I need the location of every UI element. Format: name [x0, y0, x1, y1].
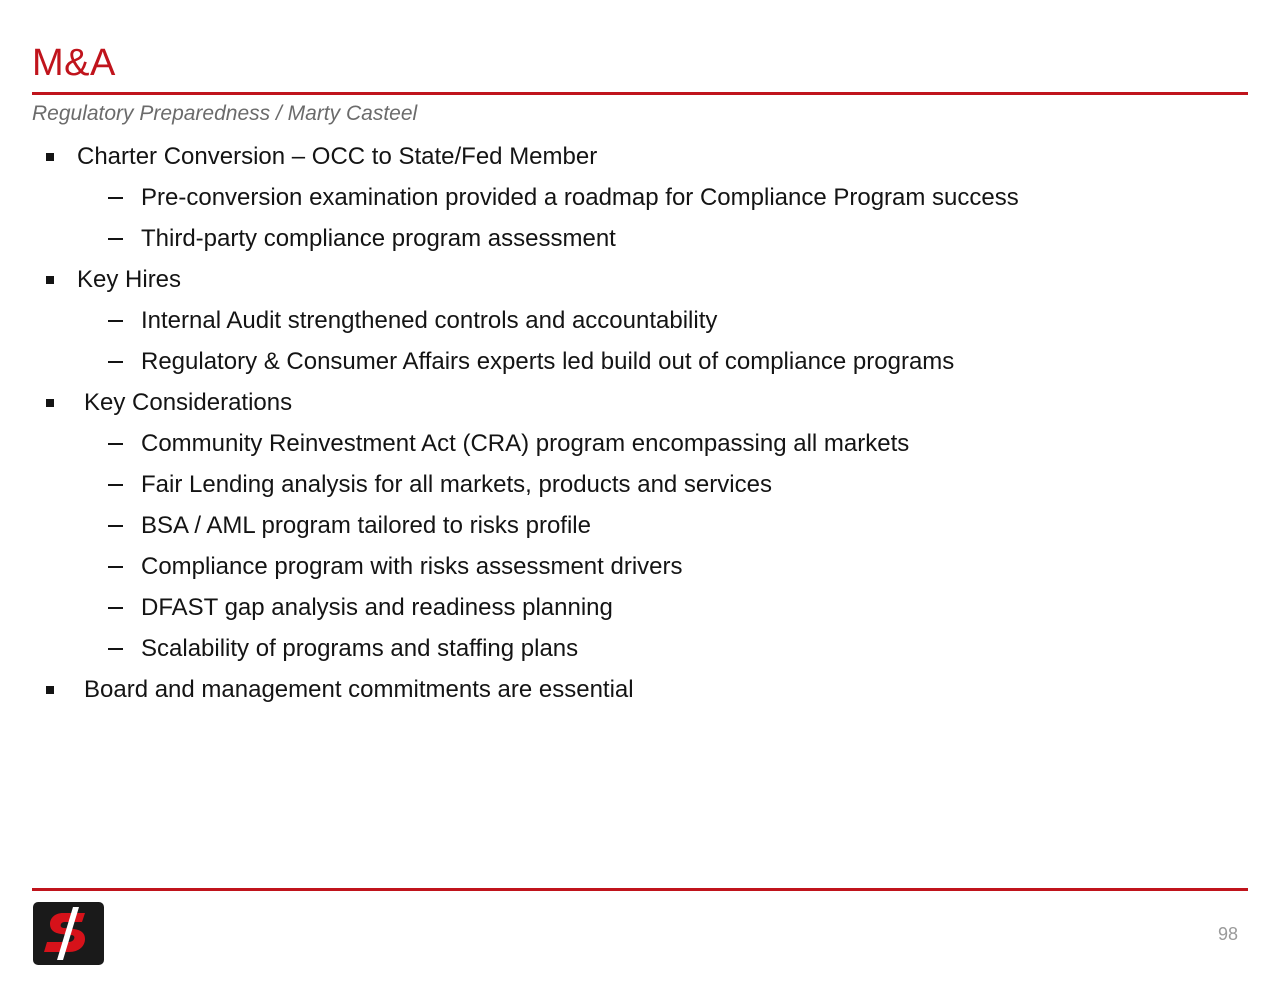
square-bullet-icon: [46, 399, 54, 407]
sub-bullet-text: Third-party compliance program assessment: [141, 225, 616, 252]
dash-bullet-icon: [108, 238, 123, 240]
sub-bullet-item: [0, 300, 1280, 341]
bullet-item: [0, 136, 1280, 177]
dash-bullet-icon: [108, 525, 123, 527]
square-bullet-icon: [46, 276, 54, 284]
sub-bullet-item: [0, 628, 1280, 669]
sub-bullet-text: BSA / AML program tailored to risks profile: [141, 512, 591, 539]
sub-bullet-item: [0, 423, 1280, 464]
sub-bullet-text: Regulatory & Consumer Affairs experts led build out of compliance programs: [141, 348, 955, 375]
company-logo-icon: [33, 902, 104, 965]
bullet-text: Key Hires: [77, 266, 182, 293]
bullet-list: [0, 136, 1280, 710]
slide-title: M&A: [32, 42, 116, 84]
bullet-text: Board and management commitments are essential: [84, 676, 634, 703]
dash-bullet-icon: [108, 607, 123, 609]
dash-bullet-icon: [108, 361, 123, 363]
sub-bullet-item: [0, 177, 1280, 218]
dash-bullet-icon: [108, 484, 123, 486]
slide-subtitle: Regulatory Preparedness / Marty Casteel: [32, 102, 418, 125]
bullet-item: [0, 259, 1280, 300]
dash-bullet-icon: [108, 566, 123, 568]
sub-bullet-text: DFAST gap analysis and readiness planning: [141, 594, 613, 621]
square-bullet-icon: [46, 153, 54, 161]
dash-bullet-icon: [108, 197, 123, 199]
square-bullet-icon: [46, 686, 54, 694]
bullet-item: [0, 382, 1280, 423]
sub-bullet-text: Internal Audit strengthened controls and accountability: [141, 307, 718, 334]
sub-bullet-text: Scalability of programs and staffing plans: [141, 635, 579, 662]
sub-bullet-text: Compliance program with risks assessment drivers: [141, 553, 683, 580]
dash-bullet-icon: [108, 320, 123, 322]
sub-bullet-text: Fair Lending analysis for all markets, products and services: [141, 471, 772, 498]
sub-bullet-text: Community Reinvestment Act (CRA) program encompassing all markets: [141, 430, 910, 457]
sub-bullet-item: [0, 464, 1280, 505]
sub-bullet-item: [0, 218, 1280, 259]
bullet-item: [0, 669, 1280, 710]
bullet-text: Key Considerations: [84, 389, 293, 416]
sub-bullet-item: [0, 546, 1280, 587]
sub-bullet-item: [0, 587, 1280, 628]
sub-bullet-text: Pre-conversion examination provided a roadmap for Compliance Program success: [141, 184, 1019, 211]
footer-divider: [32, 888, 1248, 891]
page-number: 98: [1217, 924, 1238, 944]
dash-bullet-icon: [108, 648, 123, 650]
dash-bullet-icon: [108, 443, 123, 445]
title-divider: [32, 92, 1248, 95]
sub-bullet-item: [0, 341, 1280, 382]
sub-bullet-item: [0, 505, 1280, 546]
bullet-text: Charter Conversion – OCC to State/Fed Member: [77, 143, 598, 170]
